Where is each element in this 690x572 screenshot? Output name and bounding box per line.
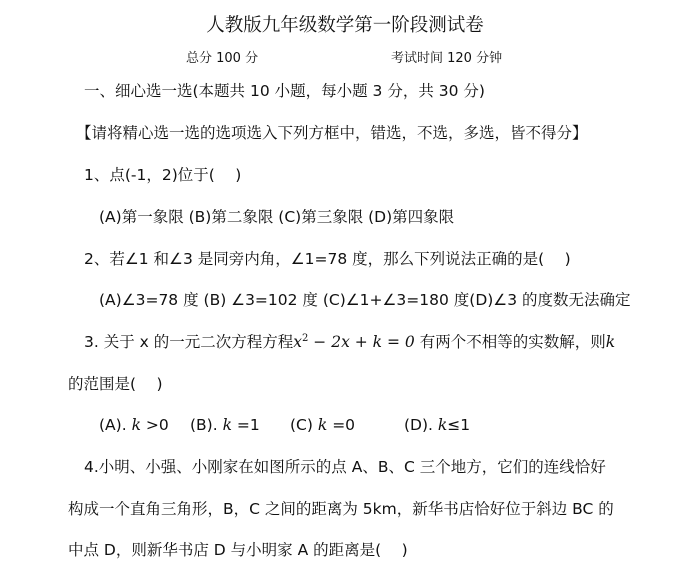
question-3-option-a bbox=[99, 415, 169, 435]
question-2-stem: 2、若∠1 和∠3 是同旁内角，∠1=78 度，那么下列说法正确的是( ) bbox=[84, 250, 571, 268]
question-3-option-d bbox=[404, 415, 470, 435]
option-a-label: (A). bbox=[99, 416, 132, 434]
question-3-option-b bbox=[190, 415, 260, 435]
variable-k: k bbox=[605, 333, 616, 351]
exam-time: 考试时间 120 分钟 bbox=[391, 51, 503, 66]
question-4-line2: 构成一个直角三角形，B，C 之间的距离为 5km，新华书店恰好位于斜边 BC 的 bbox=[68, 500, 614, 518]
equation-x: x bbox=[293, 333, 302, 351]
equation-exponent: 2 bbox=[302, 332, 309, 344]
option-c-var: k bbox=[317, 416, 328, 434]
option-b-rel: =1 bbox=[232, 416, 260, 434]
question-3-option-c bbox=[290, 415, 355, 435]
question-3-stem-text: 3. 关于 x 的一元二次方程方程 bbox=[84, 333, 294, 351]
question-2-options: (A)∠3=78 度 (B) ∠3=102 度 (C)∠1+∠3=180 度(D)∠3 的度数无法确定 bbox=[99, 291, 631, 309]
question-4-line3: 中点 D，则新华书店 D 与小明家 A 的距离是( ) bbox=[68, 541, 408, 559]
option-d-rel: ≤1 bbox=[447, 416, 471, 434]
option-a-var: k bbox=[131, 416, 141, 434]
total-score: 总分 100 分 bbox=[186, 51, 259, 66]
question-3-stem-condition: 有两个不相等的实数解，则 bbox=[414, 333, 606, 351]
option-c-label: (C) bbox=[290, 416, 318, 434]
question-1-stem: 1、点(-1，2)位于( ) bbox=[84, 166, 242, 184]
question-3-stem bbox=[84, 332, 615, 352]
question-3-stem-line2: 的范围是( ) bbox=[68, 375, 163, 393]
equation-rest: − 2x + k = 0 bbox=[308, 333, 415, 351]
page-title: 人教版九年级数学第一阶段测试卷 bbox=[206, 15, 484, 36]
option-d-label: (D). bbox=[404, 416, 438, 434]
option-c-rel: =0 bbox=[327, 416, 356, 434]
option-b-label: (B). bbox=[190, 416, 223, 434]
option-a-rel: >0 bbox=[140, 416, 169, 434]
option-d-var: k bbox=[437, 416, 448, 434]
section-heading: 一、细心选一选(本题共 10 小题，每小题 3 分，共 30 分) bbox=[84, 82, 485, 100]
question-4-line1: 4.小明、小强、小刚家在如图所示的点 A、B、C 三个地方，它们的连线恰好 bbox=[84, 458, 606, 476]
option-b-var: k bbox=[222, 416, 232, 434]
question-1-options: (A)第一象限 (B)第二象限 (C)第三象限 (D)第四象限 bbox=[99, 208, 455, 226]
section-instruction: 【请将精心选一选的选项选入下列方框中，错选，不选，多选，皆不得分】 bbox=[76, 124, 588, 142]
